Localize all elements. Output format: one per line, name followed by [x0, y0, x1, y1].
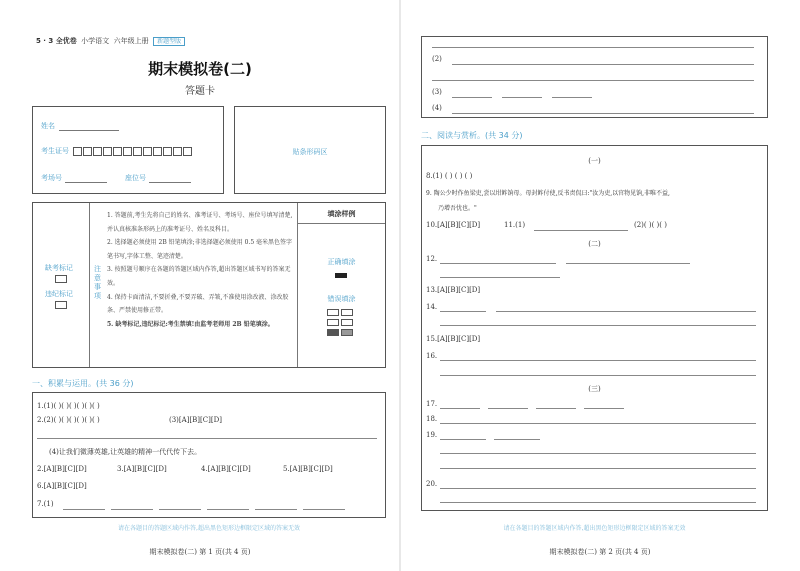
note-3: 3. 按照题号顺序在各题的答题区域内作答,超出答题区域书写的答案无效。	[107, 266, 291, 287]
q11-1: 11.(1)	[504, 221, 526, 229]
violation-mark-label: 违纪标记	[45, 289, 73, 311]
q7: 7.(1)	[37, 500, 54, 508]
q17: 17.	[426, 400, 438, 408]
q5: 5.[A][B][C][D]	[283, 465, 333, 473]
part3-heading: (三)	[588, 385, 601, 393]
seat-no-label: 考场号	[41, 173, 107, 183]
q15: 15.[A][B][C][D]	[426, 335, 481, 343]
q6: 6.[A][B][C][D]	[37, 482, 87, 490]
q7-2: (2)	[432, 55, 442, 63]
page-subtitle: 答题卡	[185, 86, 215, 97]
q18: 18.	[426, 415, 438, 423]
page-number-right: 期末模拟卷(二) 第 2 页(共 4 页)	[549, 548, 651, 556]
page-title: 期末模拟卷(二)	[148, 60, 252, 78]
q12: 12.	[426, 255, 438, 263]
section1-title: 一、积累与运用。(共 36 分)	[32, 379, 134, 388]
page-number-left: 期末模拟卷(二) 第 1 页(共 4 页)	[149, 548, 251, 556]
section1-box	[32, 392, 386, 518]
notes-box	[32, 202, 386, 368]
correct-fill-label: 正确填涂	[327, 258, 356, 266]
footer-warning-right: 请在各题目的答题区域内作答,超出黑色矩形边框限定区域的答案无效	[503, 525, 686, 532]
q4: 4.[A][B][C][D]	[201, 465, 251, 473]
q7-4: (4)	[432, 104, 442, 112]
q8: 8.(1) ( ) ( ) ( )	[426, 172, 473, 180]
absent-mark-box	[55, 275, 67, 283]
exam-no-boxes[interactable]	[73, 147, 193, 155]
note-5: 5. 缺考标记,违纪标记:考生禁填!由监考老师用 2B 铅笔填涂。	[107, 320, 274, 328]
section2-title: 二、阅读与赏析。(共 34 分)	[421, 131, 523, 140]
q7-3: (3)	[432, 88, 442, 96]
note-1: 1. 答题前,考生先将自己的姓名、准考证号、考场号、座位号填写清楚,并认真核准条形码上的准考证号、姓名及科目。	[107, 212, 293, 233]
part1-heading: (一)	[588, 157, 601, 165]
section1-continued-box	[421, 36, 768, 118]
violation-mark-box	[55, 301, 67, 309]
q13: 13.[A][B][C][D]	[426, 286, 481, 294]
q2: 2.[A][B][C][D]	[37, 465, 87, 473]
notes-list	[107, 209, 293, 331]
q9-line2: 乃增吾忧也。"	[438, 205, 477, 212]
q1-2: 2.(2)( )( )( )( )( )( )	[37, 416, 100, 424]
name-label: 姓名	[41, 121, 119, 131]
header	[36, 36, 185, 46]
q11-2: (2)( )( )( )	[634, 221, 667, 229]
footer-warning-left: 请在各题目的答题区域内作答,超出黑色矩形边框限定区域的答案无效	[118, 525, 300, 532]
exam-no-label: 考生证号	[41, 146, 193, 156]
absent-mark-label: 缺考标记	[45, 263, 73, 285]
sample-title: 填涂样例	[327, 210, 356, 218]
note-4: 4. 保持卡面清洁,不要折叠,不要弄破、弄皱,不准使用涂改液、涂改胶条、严禁使用修正带。	[107, 293, 289, 315]
seat-input[interactable]	[149, 173, 191, 183]
section2-box	[421, 145, 768, 511]
q1-3: (3)[A][B][C][D]	[169, 416, 222, 424]
name-input[interactable]	[59, 121, 119, 131]
grade-label: 六年级上册	[113, 37, 149, 45]
q14: 14.	[426, 303, 438, 311]
seat-no-input[interactable]	[65, 173, 107, 183]
part2-heading: (二)	[588, 240, 601, 248]
notes-side-label: 注意事项	[94, 265, 101, 300]
edition-badge: 新题型版	[153, 37, 185, 46]
series-label: 5 · 3 全优卷	[36, 37, 77, 45]
student-info-box	[32, 106, 224, 194]
subject-label: 小学语文	[81, 37, 110, 45]
seat-label: 座位号	[125, 173, 191, 183]
wrong-fill-label: 错误填涂	[327, 295, 356, 303]
q10: 10.[A][B][C][D]	[426, 221, 481, 229]
q1-1: 1.(1)( )( )( )( )( )( )	[37, 402, 100, 410]
q3: 3.[A][B][C][D]	[117, 465, 167, 473]
q20: 20.	[426, 480, 438, 488]
q9-line1: 9. 陶公少时作鱼梁吏,尝以坩鲊饷母。母封鲊付使,反书责侃曰:"汝为吏,以官物见饷,非唯不益,	[426, 190, 670, 197]
barcode-area	[234, 106, 386, 194]
barcode-label: 贴条形码区	[292, 148, 328, 156]
q19: 19.	[426, 431, 438, 439]
q16: 16.	[426, 352, 438, 360]
note-2: 2. 选择题必须使用 2B 铅笔填涂;非选择题必须使用 0.5 毫米黑色签字笔书写,字体工整、笔迹清楚。	[107, 239, 293, 260]
correct-fill-sample	[335, 273, 347, 278]
q1-4: (4)让我们微薄英雄,让英雄的精神一代代传下去。	[49, 448, 202, 456]
wrong-fill-samples	[327, 309, 353, 339]
